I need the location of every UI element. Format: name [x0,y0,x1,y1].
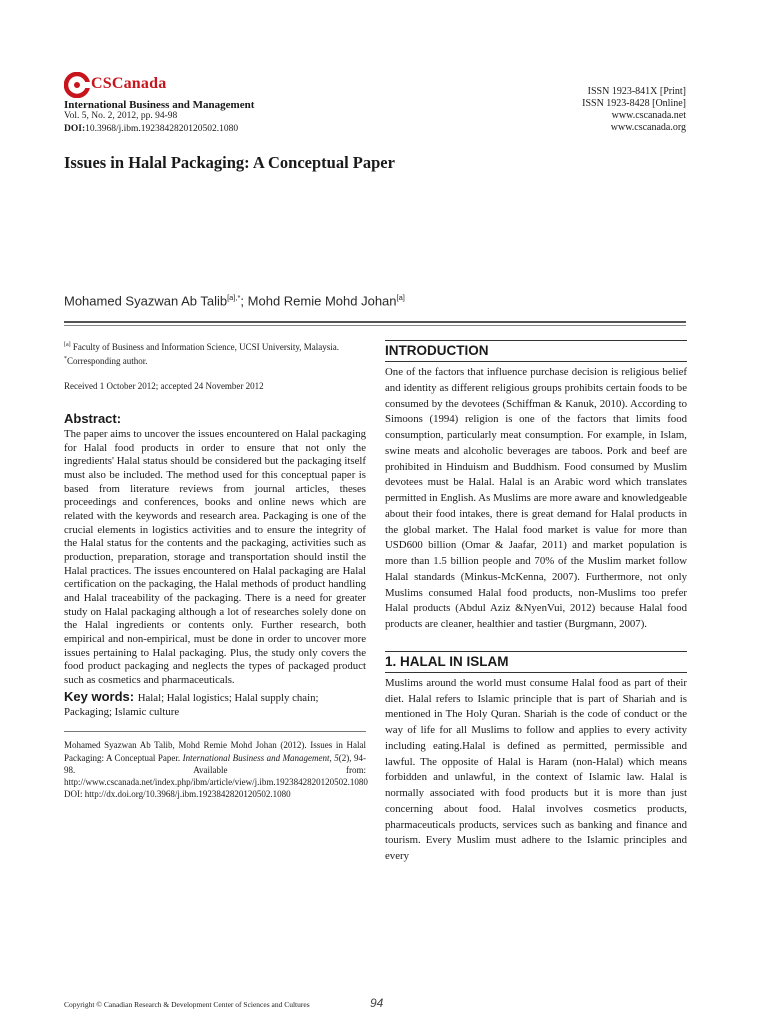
keywords [64,690,366,719]
cscanada-logo-icon [64,72,90,98]
received-accepted-dates: Received 1 October 2012; accepted 24 November 2012 [64,381,264,391]
keywords-text: Halal; Halal logistics; Halal supply chain; Packaging; Islamic culture [64,692,319,718]
doi-label: DOI: [64,124,86,134]
doi-value: 10.3968/j.ibm.1923842820120502.1080 [85,124,239,134]
author-1-affiliation: [a],* [227,293,241,302]
author-separator: ; [240,293,248,309]
citation-journal: International Business and Management, 5 [182,752,339,763]
issn-online: ISSN 1923-8428 [Online] [582,98,686,109]
affiliation-note [64,340,366,367]
abstract-heading: Abstract: [64,411,122,426]
website-link-net[interactable]: www.cscanada.net [611,110,686,121]
publisher-logo [64,72,224,102]
section-1-heading-wrap [385,651,687,673]
citation-block [64,739,366,799]
introduction-text: One of the factors that influence purchase decision is religious belief and identity as different religious groups prohibits certain foods to be consumed by the devotees (Schiffman & Kanuk, 2010). According to Simoons (1994) religion is one of the factors that limits food consumption, particularly meat consumption. For example, in Islam, swine meats and alcoholic beverages are taboos. Pork and beef are prohibited in Hinduism and Buddhism. Food consumed by Muslim devotees must be Halal. Halal is an Arabic word which translates permitted in English. As Muslims are more aware and knowledgeable about their food intakes, there is great demand for Halal products in the global market. The Halal food market is value for more than USD600 billion (Omar & Jaafar, 2011) and market population is more than 1.5 billion people and 70% of the Muslim market follow Halal standards (Minkus-McKenna, 2007). Furthermore, not only Muslims consumed Halal food products, non-Muslims too prefer Halal products (Abdul Aziz &NyenVui, 2012) because Halal food products are cleaner, healthier and tastier (Burgmann, 2007). [385,366,687,630]
header-divider [64,321,686,323]
author-1: Mohamed Syazwan Ab Talib [64,293,228,309]
section-1-heading: 1. HALAL IN ISLAM [385,654,687,673]
journal-doi [64,124,238,134]
issn-print: ISSN 1923-841X [Print] [587,86,686,97]
journal-name: International Business and Management [64,99,255,111]
abstract-text: The paper aims to uncover the issues encountered on Halal packaging for Halal food products in order to ensure that not only the ingredients' Halal status should be considered but the packaging itself must also be included. The method used for this conceptual paper is based from literature reviews from journal articles, theses proceedings and conferences, books and online news which are related with the keywords and research area. Packaging is one of the crucial elements in logistics activities and to ensure the integrity of the Halal status for the contents and the packaging, activities such as production, preparation, storage and transportation should instil the Halal practices. The issues encountered on Halal packaging are Halal certification on the packaging, the Halal methods of product handling and Halal traceability of the packaging. There is a need for greater study on Halal packaging although a lot of researches solely done on the Halal ingredients or contents only. Further research, both empirical and non-empirical, must be done in order to uncover more issues pertaining to Halal packaging. Plus, the study only covers the food product packaging and neglects the types of packaged product such as cosmetics and pharmaceuticals. [64,428,366,686]
corresponding-author: Corresponding author. [67,355,148,366]
author-line [64,293,405,308]
paper-title: Issues in Halal Packaging: A Conceptual Paper [64,153,395,172]
author-2-affiliation: [a] [396,293,405,302]
header-divider-thin [64,325,686,326]
citation-part-2[interactable]: (2), 94-98. Available from: http://www.cscanada.net/index.php/ibm/article/view/j.ibm.1923842820120502.1080 DOI: http://dx.doi.org/10.3968/j.ibm.1923842820120502.1080 [64,752,368,799]
website-link-org[interactable]: www.cscanada.org [610,122,686,133]
publisher-name: CSCanada [91,75,167,92]
issn-block [582,86,686,134]
author-2: Mohd Remie Mohd Johan [247,293,397,309]
introduction-heading: INTRODUCTION [385,343,687,362]
affiliation-mark: [a] [64,342,71,348]
corresponding-mark: * [64,355,67,362]
section-1-text: Muslims around the world must consume Halal food as part of their diet. Halal refers to Islamic principle that is part of Shariah and is mentioned in The Holy Quran. Shariah is the code of conduct or the way of life for all Muslims to follow and applies to every activity including eating.Halal is defined as permitted, permissible and lawful. The opposite of Halal is Haram (non-Halal) which means forbidden and unlawful, in the context of Islamic law. Halal is normally associated with food products but it is more than just concerning about food. Halal involves cosmetics products, pharmaceuticals products, services such as banking and finance and tourism. Every Muslim must adhere to the Islamic principles and every [385,676,687,862]
keywords-label: Key words: [64,689,138,705]
introduction-heading-wrap [385,340,687,362]
right-column [385,340,687,865]
footer-copyright: Copyright © Canadian Research & Development Center of Sciences and Cultures [64,1000,310,1009]
page-number: 94 [370,996,384,1010]
citation-divider [64,731,366,732]
left-column [64,340,366,800]
citation-part-1: Mohamed Syazwan Ab Talib, Mohd Remie Mohd Johan (2012). Issues in Halal Packaging: A Conceptual Paper. [64,740,366,763]
affiliation-text: Faculty of Business and Information Science, UCSI University, Malaysia. [70,342,340,352]
journal-volume: Vol. 5, No. 2, 2012, pp. 94-98 [64,111,178,121]
